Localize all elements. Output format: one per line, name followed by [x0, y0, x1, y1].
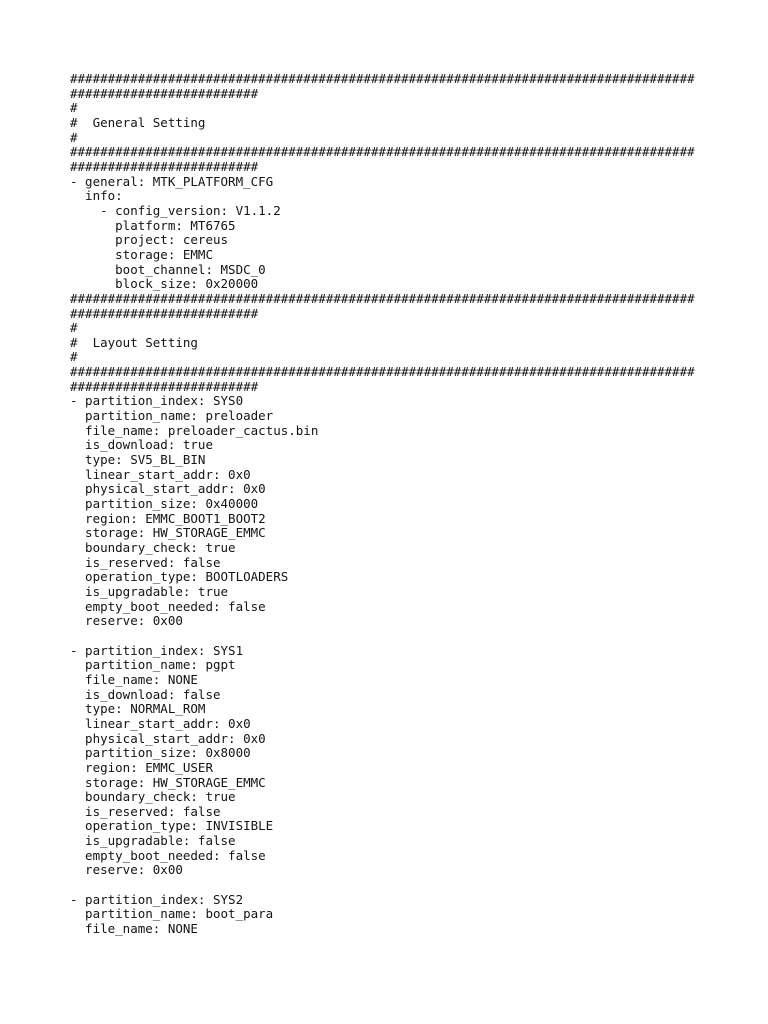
field-line: storage: HW_STORAGE_EMMC: [70, 525, 266, 541]
field-line: file_name: preloader_cactus.bin: [70, 422, 319, 438]
field-line: partition_name: pgpt: [70, 657, 236, 673]
list-item-line: - general: MTK_PLATFORM_CFG: [70, 173, 274, 189]
separator-line: #########################: [70, 305, 259, 321]
field-line: is_reserved: false: [70, 554, 221, 570]
comment-line: # General Setting: [70, 114, 206, 130]
field-line: is_upgradable: false: [70, 833, 236, 849]
field-line: type: SV5_BL_BIN: [70, 452, 206, 468]
comment-line: #: [70, 129, 78, 145]
field-line: is_download: false: [70, 686, 221, 702]
field-line: project: cereus: [70, 232, 229, 248]
field-line: file_name: NONE: [70, 671, 198, 687]
field-line: linear_start_addr: 0x0: [70, 466, 251, 482]
field-line: region: EMMC_USER: [70, 759, 213, 775]
separator-line: #########################: [70, 378, 259, 394]
field-line: linear_start_addr: 0x0: [70, 715, 251, 731]
field-line: operation_type: BOOTLOADERS: [70, 569, 289, 585]
field-line: partition_name: boot_para: [70, 906, 274, 922]
comment-line: # Layout Setting: [70, 334, 198, 350]
field-line: is_reserved: false: [70, 803, 221, 819]
field-line: region: EMMC_BOOT1_BOOT2: [70, 510, 266, 526]
field-line: file_name: NONE: [70, 921, 198, 937]
field-line: platform: MT6765: [70, 217, 236, 233]
separator-line: ###################################################################################: [70, 364, 695, 380]
field-line: is_download: true: [70, 437, 213, 453]
separator-line: ###################################################################################: [70, 290, 695, 306]
list-item-line: - partition_index: SYS1: [70, 642, 244, 658]
separator-line: ###################################################################################: [70, 71, 695, 86]
field-line: reserve: 0x00: [70, 862, 183, 878]
field-line: partition_size: 0x40000: [70, 496, 259, 512]
field-line: physical_start_addr: 0x0: [70, 481, 266, 497]
comment-line: #: [70, 349, 78, 365]
field-line: operation_type: INVISIBLE: [70, 818, 274, 834]
field-line: reserve: 0x00: [70, 613, 183, 629]
list-item-line: - partition_index: SYS2: [70, 891, 244, 907]
field-line: storage: HW_STORAGE_EMMC: [70, 774, 266, 790]
field-line: info:: [70, 188, 123, 204]
comment-line: #: [70, 320, 78, 336]
separator-line: #########################: [70, 85, 259, 101]
field-line: boot_channel: MSDC_0: [70, 261, 266, 277]
field-line: partition_name: preloader: [70, 408, 274, 424]
field-line: empty_boot_needed: false: [70, 847, 266, 863]
blank-line: [70, 629, 695, 644]
scatter-file-text: [70, 72, 695, 937]
field-line: boundary_check: true: [70, 789, 236, 805]
separator-line: ###################################################################################: [70, 144, 695, 160]
separator-line: #########################: [70, 158, 259, 174]
comment-line: #: [70, 100, 78, 116]
field-line: physical_start_addr: 0x0: [70, 730, 266, 746]
field-line: type: NORMAL_ROM: [70, 701, 206, 717]
list-item-line: - config_version: V1.1.2: [70, 202, 281, 218]
field-line: partition_size: 0x8000: [70, 745, 251, 761]
field-line: storage: EMMC: [70, 246, 213, 262]
field-line: empty_boot_needed: false: [70, 598, 266, 614]
field-line: block_size: 0x20000: [70, 276, 259, 292]
list-item-line: - partition_index: SYS0: [70, 393, 244, 409]
field-line: is_upgradable: true: [70, 583, 229, 599]
blank-line: [70, 878, 695, 893]
field-line: boundary_check: true: [70, 540, 236, 555]
